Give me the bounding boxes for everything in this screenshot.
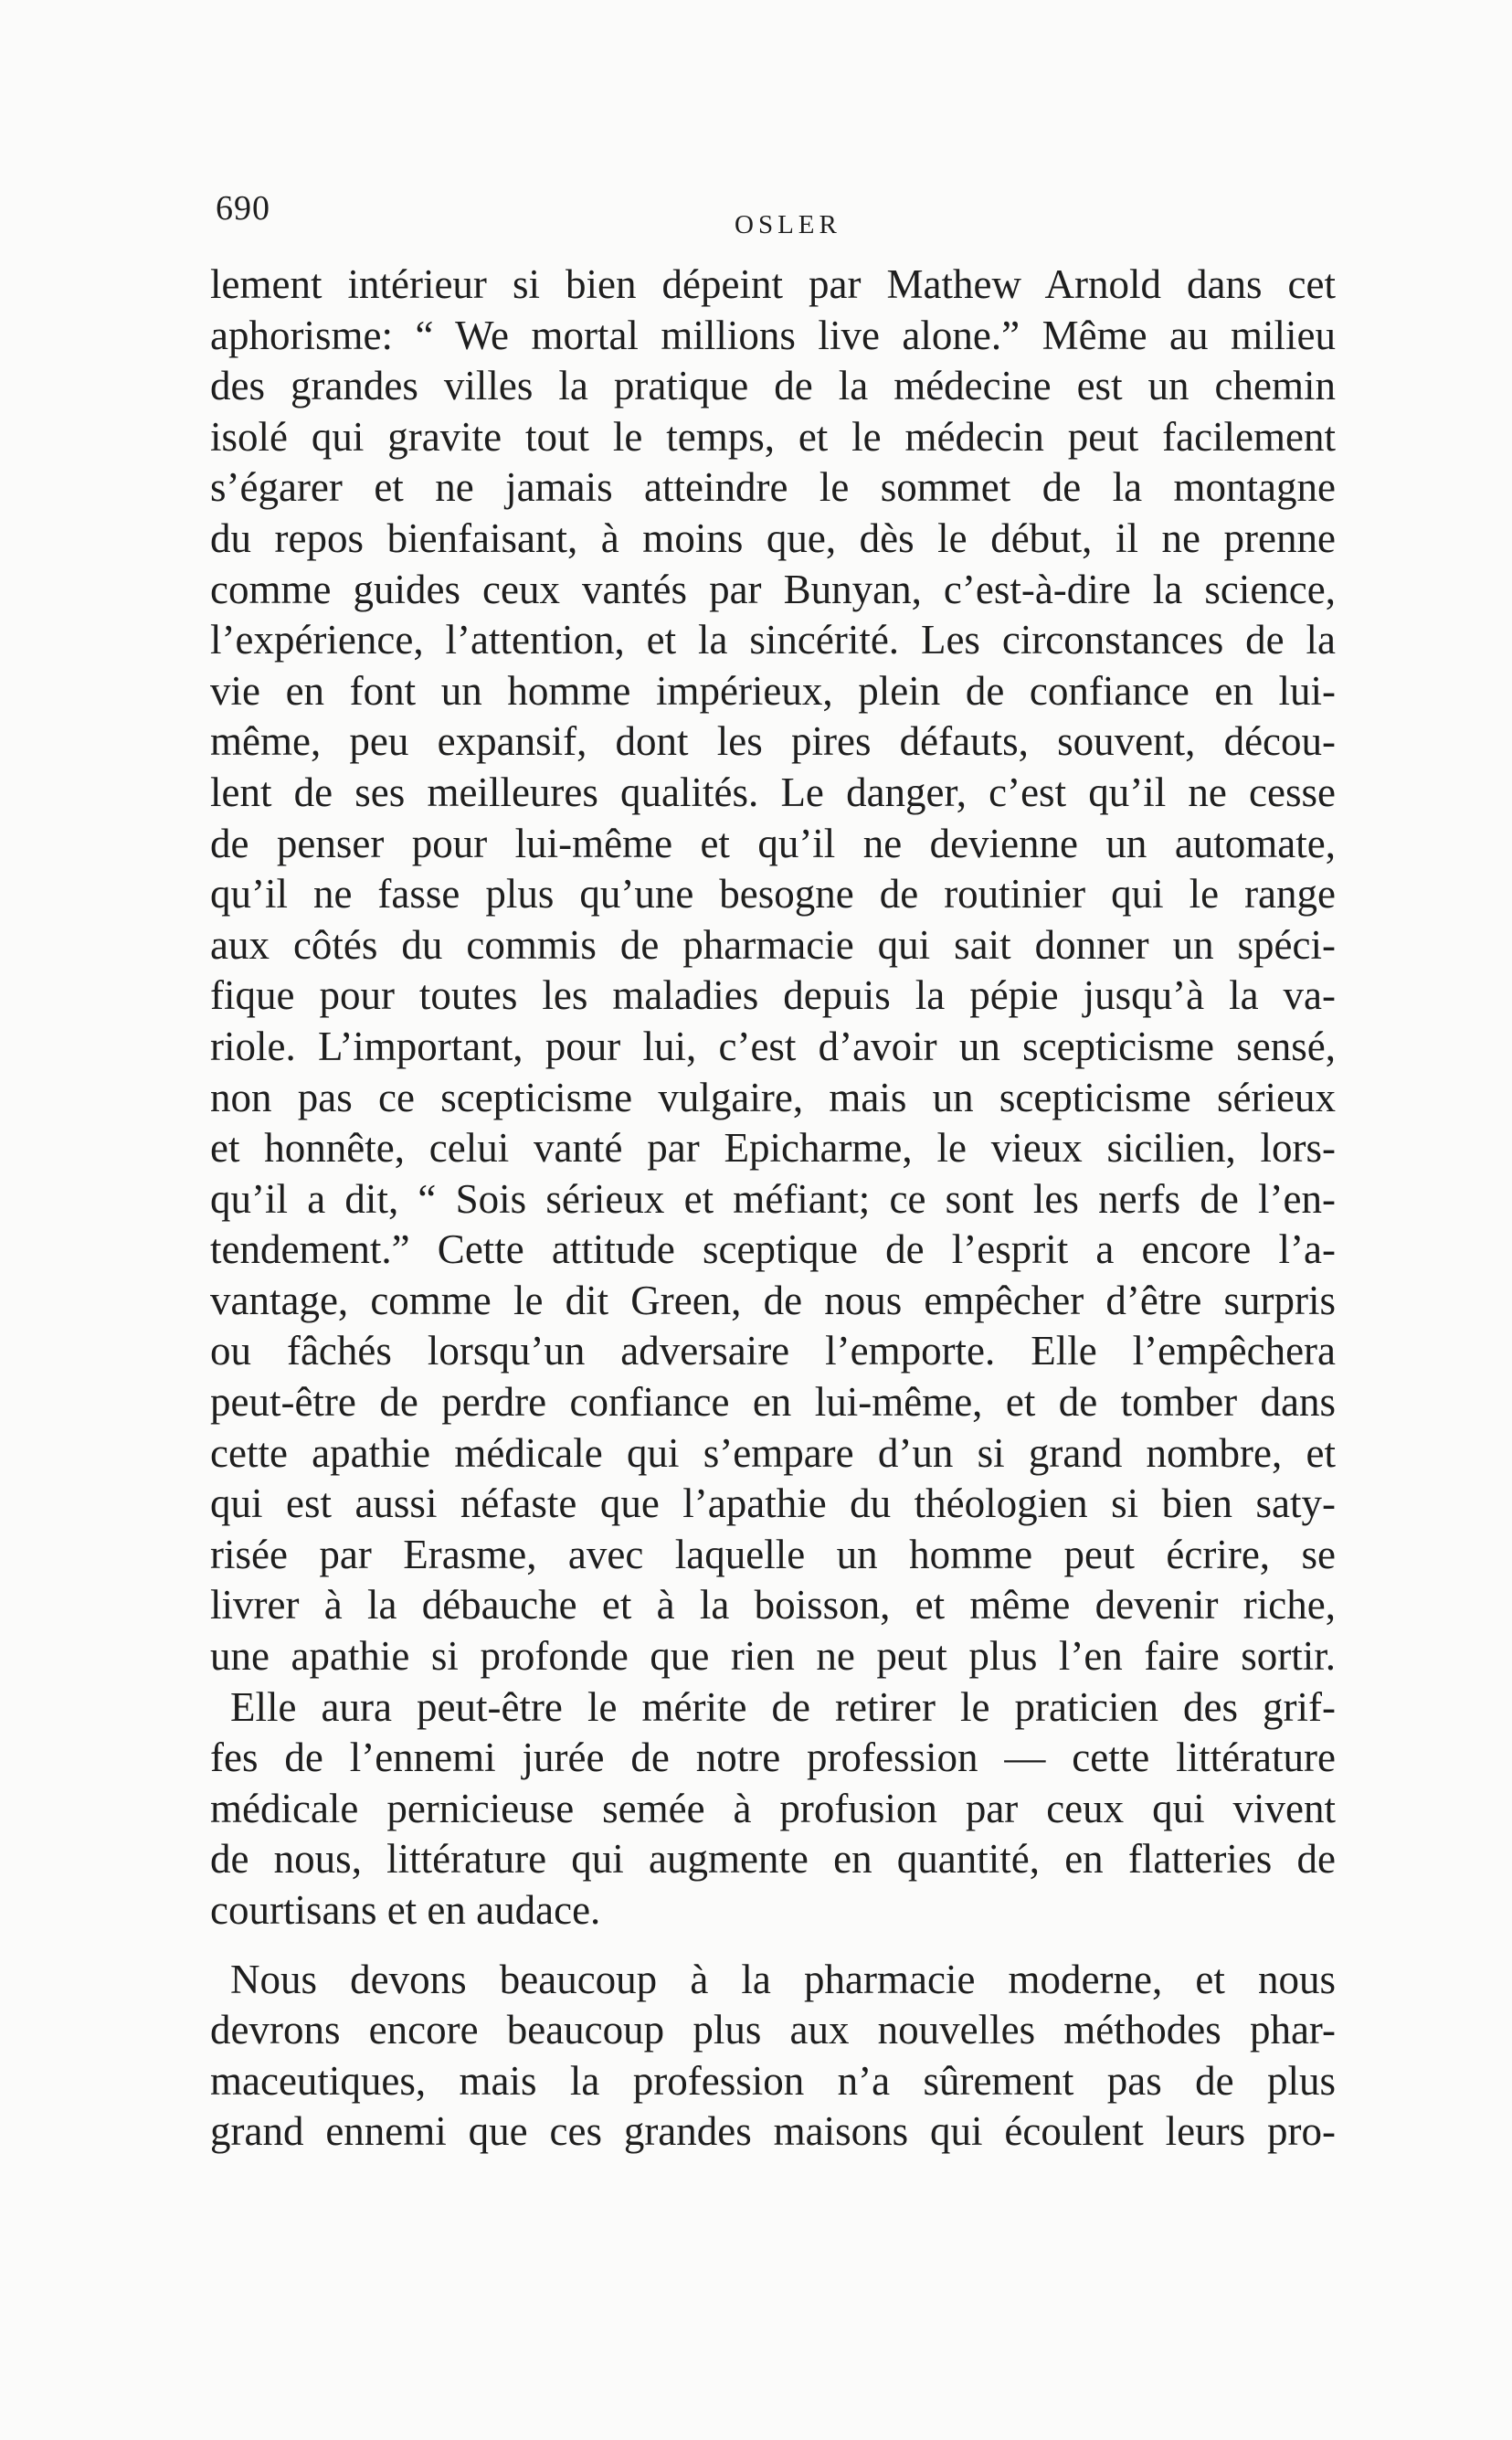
text-line: vantage, comme le dit Green, de nous empêcher d’être surpris	[210, 1277, 1336, 1323]
text-line: risée par Erasme, avec laquelle un homme peut écrire, se	[210, 1531, 1336, 1577]
text-line: de nous, littérature qui augmente en quantité, en flatteries de	[210, 1836, 1336, 1883]
paragraph-3	[210, 1955, 1336, 2158]
paragraph-gap	[210, 1936, 1336, 1955]
text-line: devrons encore beaucoup plus aux nouvelles méthodes phar-	[210, 2007, 1336, 2053]
text-line: même, peu expansif, dont les pires défauts, souvent, décou-	[210, 718, 1336, 765]
text-line: de penser pour lui-même et qu’il ne devienne un automate,	[210, 820, 1336, 866]
text-line: Elle aura peut-être le mérite de retirer le praticien des grif-	[230, 1683, 1336, 1730]
body-text	[210, 260, 1336, 2158]
paragraph-1	[210, 260, 1336, 1682]
text-line: qu’il a dit, “ Sois sérieux et méfiant; ce sont les nerfs de l’en-	[210, 1175, 1336, 1222]
running-title: OSLER	[735, 210, 841, 239]
text-line: médicale pernicieuse semée à profusion par ceux qui vivent	[210, 1785, 1336, 1831]
text-line: non pas ce scepticisme vulgaire, mais un scepticisme sérieux	[210, 1074, 1336, 1120]
page-number: 690	[216, 189, 270, 228]
text-line: lent de ses meilleures qualités. Le danger, c’est qu’il ne cesse	[210, 769, 1336, 815]
text-line: maceutiques, mais la profession n’a sûrement pas de plus	[210, 2057, 1336, 2104]
text-line: des grandes villes la pratique de la médecine est un chemin	[210, 363, 1336, 409]
text-line: tendement.” Cette attitude sceptique de l’esprit a encore l’a-	[210, 1226, 1336, 1273]
text-line: comme guides ceux vantés par Bunyan, c’est-à-dire la science,	[210, 566, 1336, 612]
text-line: du repos bienfaisant, à moins que, dès le début, il ne prenne	[210, 515, 1336, 561]
text-line: grand ennemi que ces grandes maisons qui écoulent leurs pro-	[210, 2108, 1336, 2155]
running-header	[216, 188, 1339, 243]
text-line: aphorisme: “ We mortal millions live alone.” Même au milieu	[210, 312, 1336, 358]
text-line: fique pour toutes les maladies depuis la pépie jusqu’à la va-	[210, 972, 1336, 1019]
text-line: livrer à la débauche et à la boisson, et même devenir riche,	[210, 1582, 1336, 1628]
text-line: ou fâchés lorsqu’un adversaire l’emporte. Elle l’empêchera	[210, 1328, 1336, 1374]
text-line: cette apathie médicale qui s’empare d’un si grand nombre, et	[210, 1429, 1336, 1476]
text-line: peut-être de perdre confiance en lui-même, et de tomber dans	[210, 1379, 1336, 1426]
text-line: une apathie si profonde que rien ne peut plus l’en faire sortir.	[210, 1633, 1336, 1680]
text-line: courtisans et en audace.	[210, 1887, 601, 1933]
text-line: lement intérieur si bien dépeint par Mathew Arnold dans cet	[210, 261, 1336, 307]
text-line: s’égarer et ne jamais atteindre le sommet de la montagne	[210, 464, 1336, 511]
text-line: l’expérience, l’attention, et la sincérité. Les circonstances de la	[210, 617, 1336, 663]
text-line: Nous devons beaucoup à la pharmacie moderne, et nous	[230, 1956, 1336, 2002]
text-line: aux côtés du commis de pharmacie qui sait donner un spéci-	[210, 921, 1336, 968]
text-line: qui est aussi néfaste que l’apathie du théologien si bien saty-	[210, 1480, 1336, 1527]
text-line: fes de l’ennemi jurée de notre profession — cette littérature	[210, 1735, 1336, 1781]
text-line: et honnête, celui vanté par Epicharme, le vieux sicilien, lors-	[210, 1125, 1336, 1172]
paragraph-2	[210, 1682, 1336, 1936]
text-line: riole. L’important, pour lui, c’est d’avoir un scepticisme sensé,	[210, 1023, 1336, 1069]
text-line: vie en font un homme impérieux, plein de confiance en lui-	[210, 667, 1336, 714]
text-line: isolé qui gravite tout le temps, et le médecin peut facilement	[210, 413, 1336, 460]
text-line: qu’il ne fasse plus qu’une besogne de routinier qui le range	[210, 871, 1336, 918]
